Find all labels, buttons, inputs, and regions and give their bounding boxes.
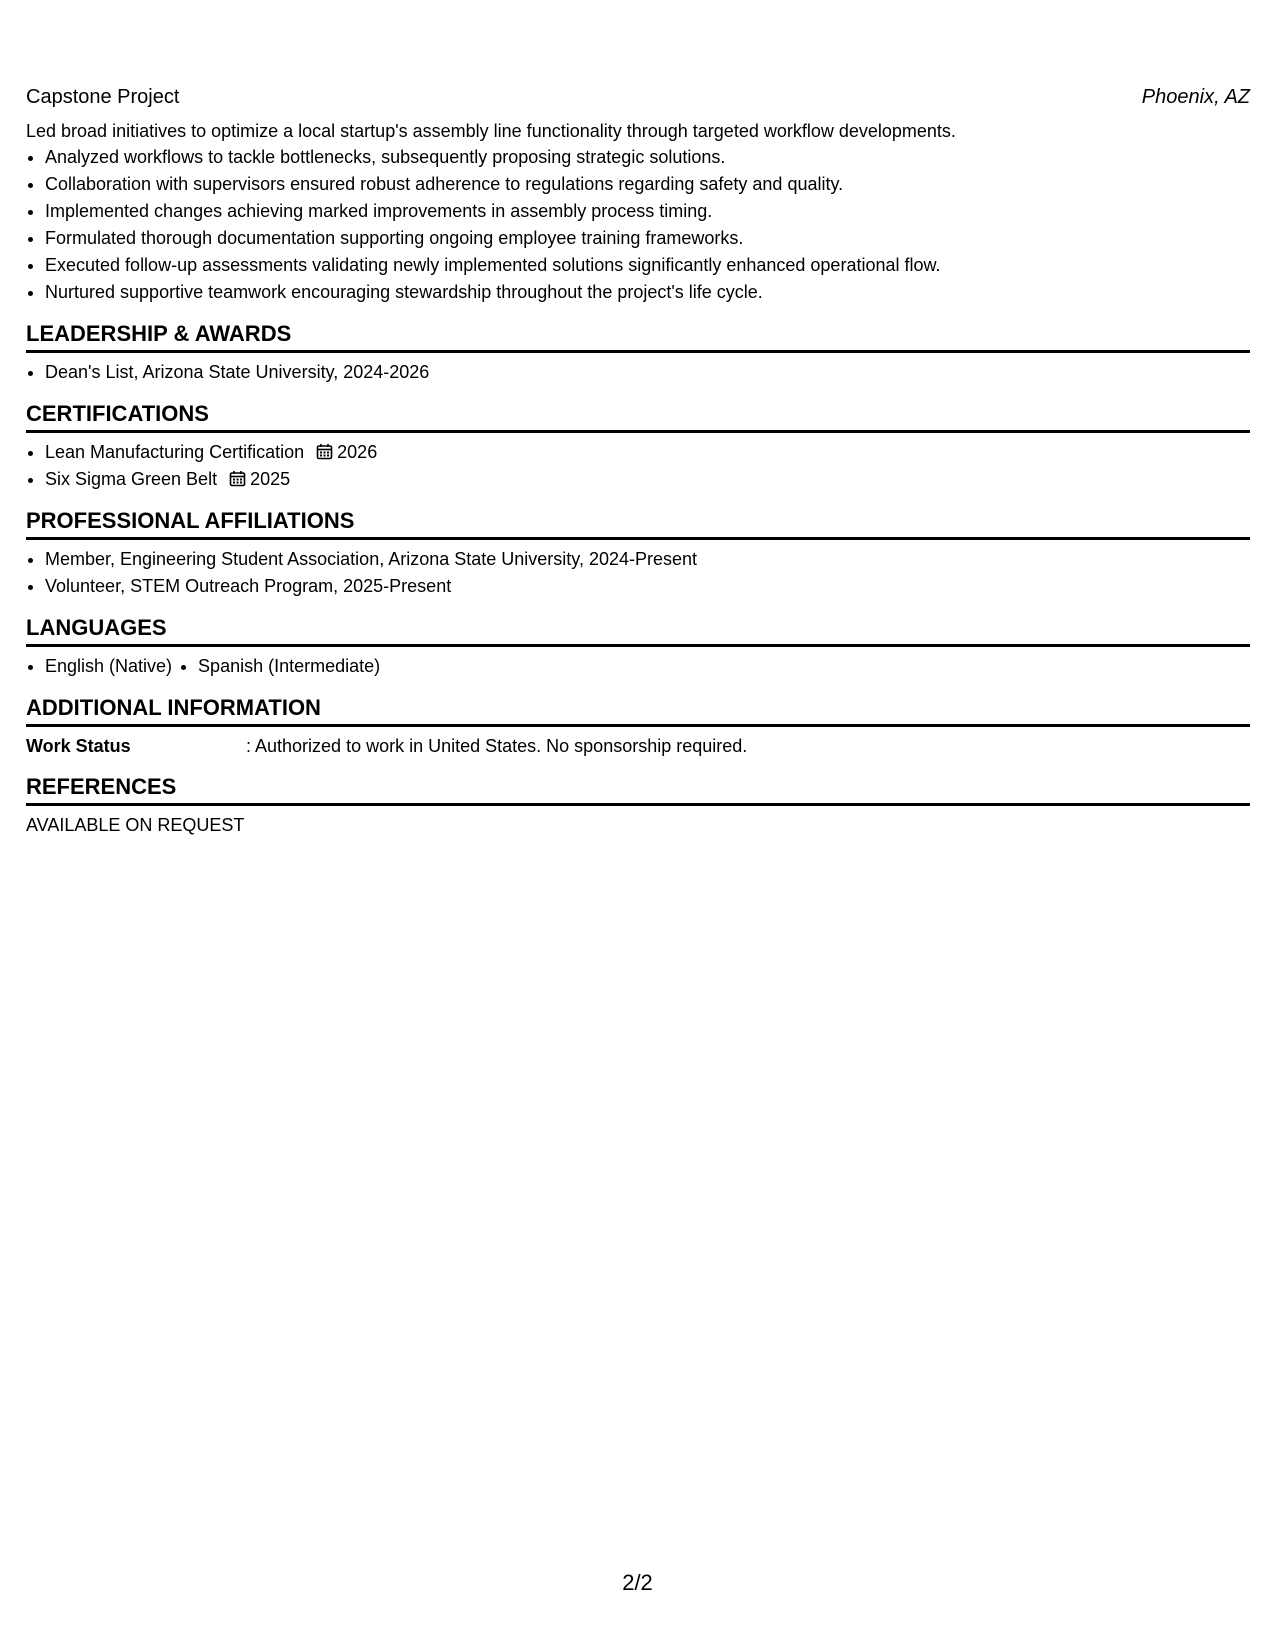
- affiliation-item: • Volunteer, STEM Outreach Program, 2025-Present: [45, 573, 1250, 600]
- section-title-references: REFERENCES: [26, 773, 1250, 806]
- project-header: [26, 84, 1250, 110]
- certification-year: 2026: [337, 442, 378, 462]
- section-title-certifications: CERTIFICATIONS: [26, 400, 1250, 433]
- certification-item: [45, 439, 1250, 466]
- project-bullet: • Executed follow-up assessments validating newly implemented solutions significantly enhanced operational flow.: [45, 252, 1250, 279]
- info-value: : Authorized to work in United States. No sponsorship required.: [246, 736, 748, 756]
- leadership-section: [26, 320, 1250, 386]
- project-location: Phoenix, AZ: [1141, 86, 1250, 108]
- certification-item: [45, 466, 1250, 493]
- project-bullet: • Nurtured supportive teamwork encouraging stewardship throughout the project's life cycle.: [45, 279, 1250, 306]
- info-label: Work Status: [26, 736, 131, 756]
- calendar-icon: [316, 443, 333, 460]
- leadership-list: [26, 359, 1250, 386]
- language-item: • Spanish (Intermediate): [198, 653, 380, 680]
- project-bullet: • Collaboration with supervisors ensured robust adherence to regulations regarding safety and quality.: [45, 171, 1250, 198]
- project-bullets: [26, 144, 1250, 306]
- references-text: AVAILABLE ON REQUEST: [26, 815, 245, 835]
- affiliations-section: [26, 507, 1250, 600]
- certifications-list: [26, 439, 1250, 493]
- certification-name: Lean Manufacturing Certification: [45, 442, 305, 462]
- leadership-item: • Dean's List, Arizona State University, 2024-2026: [45, 359, 1250, 386]
- additional-info-section: [26, 694, 1250, 759]
- certification-name: Six Sigma Green Belt: [45, 469, 218, 489]
- references-section: [26, 773, 1250, 838]
- certifications-section: [26, 400, 1250, 493]
- project-summary: Led broad initiatives to optimize a local startup's assembly line functionality through targeted workflow developments.: [26, 121, 956, 141]
- project-bullet: • Implemented changes achieving marked improvements in assembly process timing.: [45, 198, 1250, 225]
- calendar-icon: [229, 470, 246, 487]
- language-item: • English (Native): [45, 653, 172, 680]
- section-title-affiliations: PROFESSIONAL AFFILIATIONS: [26, 507, 1250, 540]
- project-title: Capstone Project: [26, 86, 180, 108]
- languages-section: [26, 614, 1250, 680]
- resume-page: [26, 84, 1250, 838]
- languages-list: [26, 653, 1250, 680]
- certification-year: 2025: [250, 469, 291, 489]
- project-entry: [26, 84, 1250, 306]
- section-title-leadership: LEADERSHIP & AWARDS: [26, 320, 1250, 353]
- section-title-additional: ADDITIONAL INFORMATION: [26, 694, 1250, 727]
- page-number: 2/2: [622, 1570, 653, 1595]
- section-title-languages: LANGUAGES: [26, 614, 1250, 647]
- affiliations-list: [26, 546, 1250, 600]
- info-row: [26, 733, 1250, 759]
- project-bullet: • Analyzed workflows to tackle bottlenecks, subsequently proposing strategic solutions.: [45, 144, 1250, 171]
- affiliation-item: • Member, Engineering Student Association, Arizona State University, 2024-Present: [45, 546, 1250, 573]
- project-bullet: • Formulated thorough documentation supporting ongoing employee training frameworks.: [45, 225, 1250, 252]
